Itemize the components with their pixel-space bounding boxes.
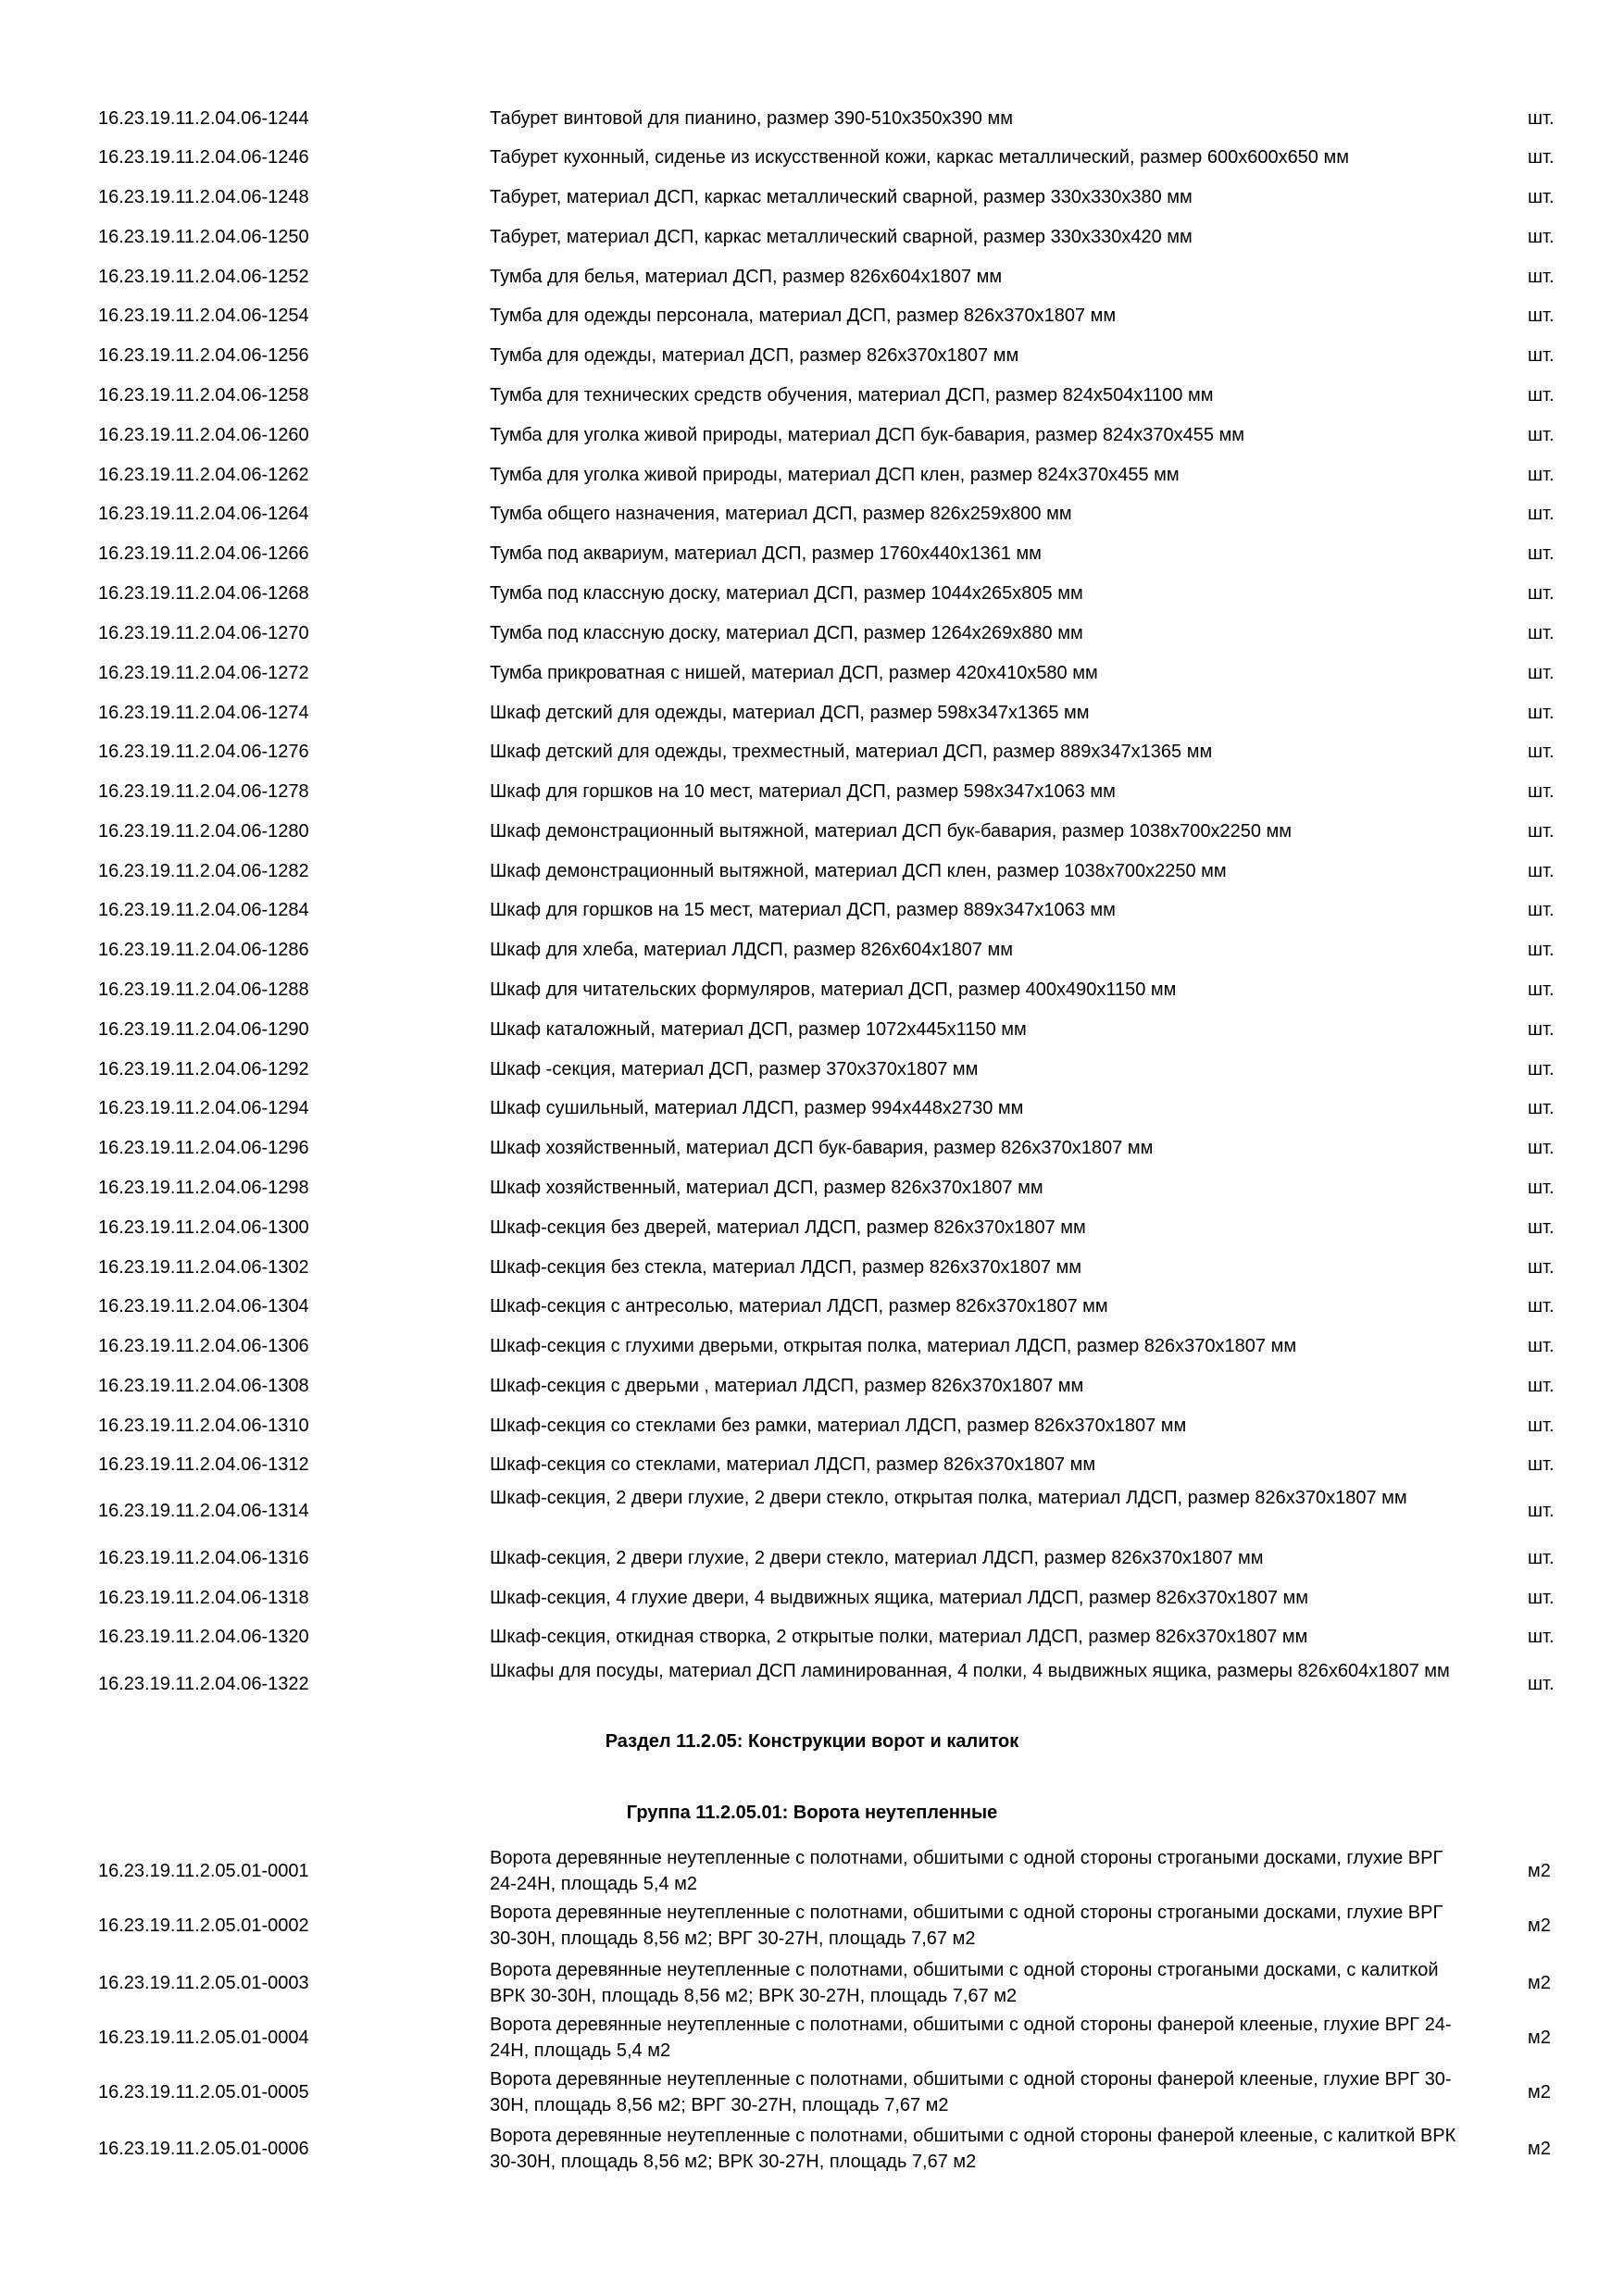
item-description: Шкафы для посуды, материал ДСП ламинированная, 4 полки, 4 выдвижных ящика, размеры 826х604х1807 мм bbox=[490, 1661, 1450, 1681]
item-description: Шкаф-секция с антресолью, материал ЛДСП, размер 826х370х1807 мм bbox=[490, 1296, 1108, 1316]
item-description: Шкаф для горшков на 15 мест, материал ДСП, размер 889х347х1063 мм bbox=[490, 900, 1116, 920]
item-unit: шт. bbox=[1528, 1019, 1555, 1040]
item-code: 16.23.19.11.2.04.06-1244 bbox=[98, 108, 309, 129]
item-code: 16.23.19.11.2.04.06-1256 bbox=[98, 345, 309, 366]
item-code: 16.23.19.11.2.04.06-1302 bbox=[98, 1257, 309, 1278]
item-code: 16.23.19.11.2.04.06-1314 bbox=[98, 1501, 309, 1521]
item-code: 16.23.19.11.2.05.01-0001 bbox=[98, 1861, 309, 1881]
item-unit: шт. bbox=[1528, 980, 1555, 1000]
item-unit: шт. bbox=[1528, 1336, 1555, 1356]
item-description: Табурет кухонный, сиденье из искусственной кожи, каркас металлический, размер 600х600х650 мм bbox=[490, 147, 1349, 168]
item-code: 16.23.19.11.2.04.06-1300 bbox=[98, 1217, 309, 1238]
item-description: Шкаф-секция, 2 двери глухие, 2 двери стекло, материал ЛДСП, размер 826х370х1807 мм bbox=[490, 1548, 1264, 1568]
item-description: Шкаф-секция с глухими дверьми, открытая полка, материал ЛДСП, размер 826х370х1807 мм bbox=[490, 1336, 1297, 1356]
item-code: 16.23.19.11.2.05.01-0006 bbox=[98, 2139, 309, 2159]
item-code: 16.23.19.11.2.04.06-1316 bbox=[98, 1548, 309, 1568]
item-description: Тумба прикроватная с нишей, материал ДСП, размер 420х410х580 мм bbox=[490, 663, 1098, 683]
item-description: Ворота деревянные неутепленные с полотнами, обшитыми с одной стороны фанерой клееные, глухие ВРГ 30-30Н, площадь 8,56 м2; ВРГ 30-27Н, площадь 7,67 м2 bbox=[490, 2069, 1452, 2115]
item-code: 16.23.19.11.2.04.06-1274 bbox=[98, 703, 309, 723]
item-code: 16.23.19.11.2.04.06-1286 bbox=[98, 940, 309, 960]
item-unit: шт. bbox=[1528, 108, 1555, 129]
item-unit: шт. bbox=[1528, 385, 1555, 406]
item-code: 16.23.19.11.2.04.06-1266 bbox=[98, 543, 309, 564]
item-description: Тумба для уголка живой природы, материал ДСП бук-бавария, размер 824х370х455 мм bbox=[490, 425, 1245, 445]
item-unit: шт. bbox=[1528, 1674, 1555, 1694]
item-unit: шт. bbox=[1528, 543, 1555, 564]
item-code: 16.23.19.11.2.04.06-1280 bbox=[98, 821, 309, 842]
item-code: 16.23.19.11.2.05.01-0004 bbox=[98, 2028, 309, 2048]
item-unit: шт. bbox=[1528, 1501, 1555, 1521]
item-description: Шкаф детский для одежды, трехместный, материал ДСП, размер 889х347х1365 мм bbox=[490, 742, 1213, 762]
item-code: 16.23.19.11.2.04.06-1272 bbox=[98, 663, 309, 683]
item-unit: шт. bbox=[1528, 425, 1555, 445]
item-unit: шт. bbox=[1528, 1257, 1555, 1278]
item-unit: шт. bbox=[1528, 742, 1555, 762]
item-code: 16.23.19.11.2.04.06-1294 bbox=[98, 1098, 309, 1118]
item-unit: шт. bbox=[1528, 1588, 1555, 1608]
item-description: Шкаф сушильный, материал ЛДСП, размер 994х448х2730 мм bbox=[490, 1098, 1024, 1118]
item-description: Тумба под классную доску, материал ДСП, размер 1264х269х880 мм bbox=[490, 623, 1083, 643]
item-code: 16.23.19.11.2.05.01-0005 bbox=[98, 2082, 309, 2103]
item-code: 16.23.19.11.2.04.06-1320 bbox=[98, 1627, 309, 1647]
item-code: 16.23.19.11.2.04.06-1262 bbox=[98, 465, 309, 485]
item-code: 16.23.19.11.2.04.06-1306 bbox=[98, 1336, 309, 1356]
item-description: Шкаф-секция, откидная створка, 2 открытые полки, материал ЛДСП, размер 826х370х1807 мм bbox=[490, 1627, 1308, 1647]
item-unit: шт. bbox=[1528, 663, 1555, 683]
item-unit: шт. bbox=[1528, 267, 1555, 287]
group-heading: Группа 11.2.05.01: Ворота неутепленные bbox=[626, 1803, 998, 1823]
item-unit: шт. bbox=[1528, 1376, 1555, 1396]
item-description: Шкаф демонстрационный вытяжной, материал ДСП клен, размер 1038х700х2250 мм bbox=[490, 861, 1227, 881]
item-code: 16.23.19.11.2.04.06-1318 bbox=[98, 1588, 309, 1608]
item-unit: шт. bbox=[1528, 583, 1555, 604]
item-description: Шкаф-секция, 4 глухие двери, 4 выдвижных ящика, материал ЛДСП, размер 826х370х1807 мм bbox=[490, 1588, 1309, 1608]
item-code: 16.23.19.11.2.04.06-1278 bbox=[98, 781, 309, 802]
item-code: 16.23.19.11.2.04.06-1290 bbox=[98, 1019, 309, 1040]
item-code: 16.23.19.11.2.04.06-1246 bbox=[98, 147, 309, 168]
item-code: 16.23.19.11.2.04.06-1296 bbox=[98, 1138, 309, 1158]
item-description: Тумба для белья, материал ДСП, размер 826х604х1807 мм bbox=[490, 267, 1003, 287]
item-code: 16.23.19.11.2.04.06-1268 bbox=[98, 583, 309, 604]
item-description: Ворота деревянные неутепленные с полотнами, обшитыми с одной стороны фанерой клееные, с калиткой ВРК 30-30Н, площадь 8,56 м2; ВРК 30-27Н, площадь 7,67 м2 bbox=[490, 2126, 1456, 2172]
item-code: 16.23.19.11.2.04.06-1288 bbox=[98, 980, 309, 1000]
section-heading: Раздел 11.2.05: Конструкции ворот и калиток bbox=[605, 1731, 1019, 1752]
item-code: 16.23.19.11.2.04.06-1254 bbox=[98, 306, 309, 326]
item-description: Табурет, материал ДСП, каркас металлический сварной, размер 330х330х380 мм bbox=[490, 187, 1193, 207]
item-unit: шт. bbox=[1528, 1296, 1555, 1316]
item-description: Шкаф для читательских формуляров, материал ДСП, размер 400х490х1150 мм bbox=[490, 980, 1177, 1000]
item-code: 16.23.19.11.2.04.06-1250 bbox=[98, 227, 309, 247]
item-unit: м2 bbox=[1528, 1861, 1551, 1881]
item-description: Шкаф -секция, материал ДСП, размер 370х370х1807 мм bbox=[490, 1059, 979, 1079]
item-unit: шт. bbox=[1528, 1138, 1555, 1158]
item-description: Ворота деревянные неутепленные с полотнами, обшитыми с одной стороны строгаными досками, глухие ВРГ 24-24Н, площадь 5,4 м2 bbox=[490, 1848, 1443, 1894]
item-unit: шт. bbox=[1528, 1416, 1555, 1436]
item-description: Шкаф для горшков на 10 мест, материал ДСП, размер 598х347х1063 мм bbox=[490, 781, 1116, 802]
item-code: 16.23.19.11.2.04.06-1252 bbox=[98, 267, 309, 287]
item-description: Ворота деревянные неутепленные с полотнами, обшитыми с одной стороны строгаными досками, с калиткой ВРК 30-30Н, площадь 8,56 м2; ВРК 30-27Н, площадь 7,67 м2 bbox=[490, 1960, 1439, 2006]
item-description: Шкаф хозяйственный, материал ДСП, размер 826х370х1807 мм bbox=[490, 1178, 1043, 1198]
item-unit: м2 bbox=[1528, 2139, 1551, 2159]
item-code: 16.23.19.11.2.05.01-0003 bbox=[98, 1973, 309, 1993]
item-code: 16.23.19.11.2.04.06-1276 bbox=[98, 742, 309, 762]
item-description: Шкаф каталожный, материал ДСП, размер 1072х445х1150 мм bbox=[490, 1019, 1027, 1040]
item-code: 16.23.19.11.2.04.06-1312 bbox=[98, 1454, 309, 1475]
item-code: 16.23.19.11.2.04.06-1248 bbox=[98, 187, 309, 207]
item-code: 16.23.19.11.2.04.06-1322 bbox=[98, 1674, 309, 1694]
item-unit: шт. bbox=[1528, 1059, 1555, 1079]
item-unit: шт. bbox=[1528, 821, 1555, 842]
item-description: Тумба под классную доску, материал ДСП, размер 1044х265х805 мм bbox=[490, 583, 1083, 604]
item-code: 16.23.19.11.2.04.06-1270 bbox=[98, 623, 309, 643]
item-description: Шкаф детский для одежды, материал ДСП, размер 598х347х1365 мм bbox=[490, 703, 1090, 723]
item-description: Шкаф-секция без стекла, материал ЛДСП, размер 826х370х1807 мм bbox=[490, 1257, 1081, 1278]
item-description: Шкаф-секция со стеклами без рамки, материал ЛДСП, размер 826х370х1807 мм bbox=[490, 1416, 1187, 1436]
item-unit: шт. bbox=[1528, 1217, 1555, 1238]
item-unit: шт. bbox=[1528, 623, 1555, 643]
item-code: 16.23.19.11.2.04.06-1304 bbox=[98, 1296, 309, 1316]
item-unit: шт. bbox=[1528, 703, 1555, 723]
item-unit: м2 bbox=[1528, 1915, 1551, 1936]
item-unit: м2 bbox=[1528, 1973, 1551, 1993]
item-code: 16.23.19.11.2.04.06-1260 bbox=[98, 425, 309, 445]
item-description: Шкаф-секция без дверей, материал ЛДСП, размер 826х370х1807 мм bbox=[490, 1217, 1086, 1238]
item-code: 16.23.19.11.2.04.06-1308 bbox=[98, 1376, 309, 1396]
item-unit: шт. bbox=[1528, 147, 1555, 168]
item-unit: шт. bbox=[1528, 345, 1555, 366]
item-description: Тумба под аквариум, материал ДСП, размер 1760х440х1361 мм bbox=[490, 543, 1042, 564]
item-unit: шт. bbox=[1528, 781, 1555, 802]
item-description: Тумба для уголка живой природы, материал ДСП клен, размер 824х370х455 мм bbox=[490, 465, 1180, 485]
item-description: Табурет, материал ДСП, каркас металлический сварной, размер 330х330х420 мм bbox=[490, 227, 1193, 247]
item-code: 16.23.19.11.2.05.01-0002 bbox=[98, 1915, 309, 1936]
item-description: Ворота деревянные неутепленные с полотнами, обшитыми с одной стороны фанерой клееные, глухие ВРГ 24-24Н, площадь 5,4 м2 bbox=[490, 2015, 1452, 2061]
item-description: Тумба общего назначения, материал ДСП, размер 826х259х800 мм bbox=[490, 504, 1072, 524]
item-description: Тумба для технических средств обучения, материал ДСП, размер 824х504х1100 мм bbox=[490, 385, 1214, 406]
item-description: Шкаф хозяйственный, материал ДСП бук-бавария, размер 826х370х1807 мм bbox=[490, 1138, 1154, 1158]
item-unit: шт. bbox=[1528, 940, 1555, 960]
item-unit: шт. bbox=[1528, 1548, 1555, 1568]
item-unit: шт. bbox=[1528, 861, 1555, 881]
item-description: Табурет винтовой для пианино, размер 390-510х350х390 мм bbox=[490, 108, 1013, 129]
item-description: Шкаф-секция, 2 двери глухие, 2 двери стекло, открытая полка, материал ЛДСП, размер 826х370х1807 мм bbox=[490, 1488, 1407, 1508]
item-description: Тумба для одежды, материал ДСП, размер 826х370х1807 мм bbox=[490, 345, 1019, 366]
item-code: 16.23.19.11.2.04.06-1258 bbox=[98, 385, 309, 406]
item-description: Шкаф для хлеба, материал ЛДСП, размер 826х604х1807 мм bbox=[490, 940, 1013, 960]
item-description: Ворота деревянные неутепленные с полотнами, обшитыми с одной стороны строгаными досками, глухие ВРГ 30-30Н, площадь 8,56 м2; ВРГ 30-27Н, площадь 7,67 м2 bbox=[490, 1903, 1443, 1949]
item-code: 16.23.19.11.2.04.06-1292 bbox=[98, 1059, 309, 1079]
item-code: 16.23.19.11.2.04.06-1282 bbox=[98, 861, 309, 881]
item-code: 16.23.19.11.2.04.06-1310 bbox=[98, 1416, 309, 1436]
item-code: 16.23.19.11.2.04.06-1264 bbox=[98, 504, 309, 524]
item-unit: шт. bbox=[1528, 1627, 1555, 1647]
item-unit: шт. bbox=[1528, 504, 1555, 524]
item-code: 16.23.19.11.2.04.06-1284 bbox=[98, 900, 309, 920]
item-unit: шт. bbox=[1528, 1098, 1555, 1118]
item-unit: шт. bbox=[1528, 187, 1555, 207]
item-unit: шт. bbox=[1528, 227, 1555, 247]
item-unit: м2 bbox=[1528, 2028, 1551, 2048]
item-unit: шт. bbox=[1528, 1454, 1555, 1475]
item-unit: шт. bbox=[1528, 306, 1555, 326]
item-unit: м2 bbox=[1528, 2082, 1551, 2103]
item-code: 16.23.19.11.2.04.06-1298 bbox=[98, 1178, 309, 1198]
item-description: Тумба для одежды персонала, материал ДСП, размер 826х370х1807 мм bbox=[490, 306, 1117, 326]
item-unit: шт. bbox=[1528, 1178, 1555, 1198]
item-description: Шкаф-секция с дверьми , материал ЛДСП, размер 826х370х1807 мм bbox=[490, 1376, 1084, 1396]
item-unit: шт. bbox=[1528, 900, 1555, 920]
item-unit: шт. bbox=[1528, 465, 1555, 485]
item-description: Шкаф-секция со стеклами, материал ЛДСП, размер 826х370х1807 мм bbox=[490, 1454, 1096, 1475]
item-description: Шкаф демонстрационный вытяжной, материал ДСП бук-бавария, размер 1038х700х2250 мм bbox=[490, 821, 1293, 842]
